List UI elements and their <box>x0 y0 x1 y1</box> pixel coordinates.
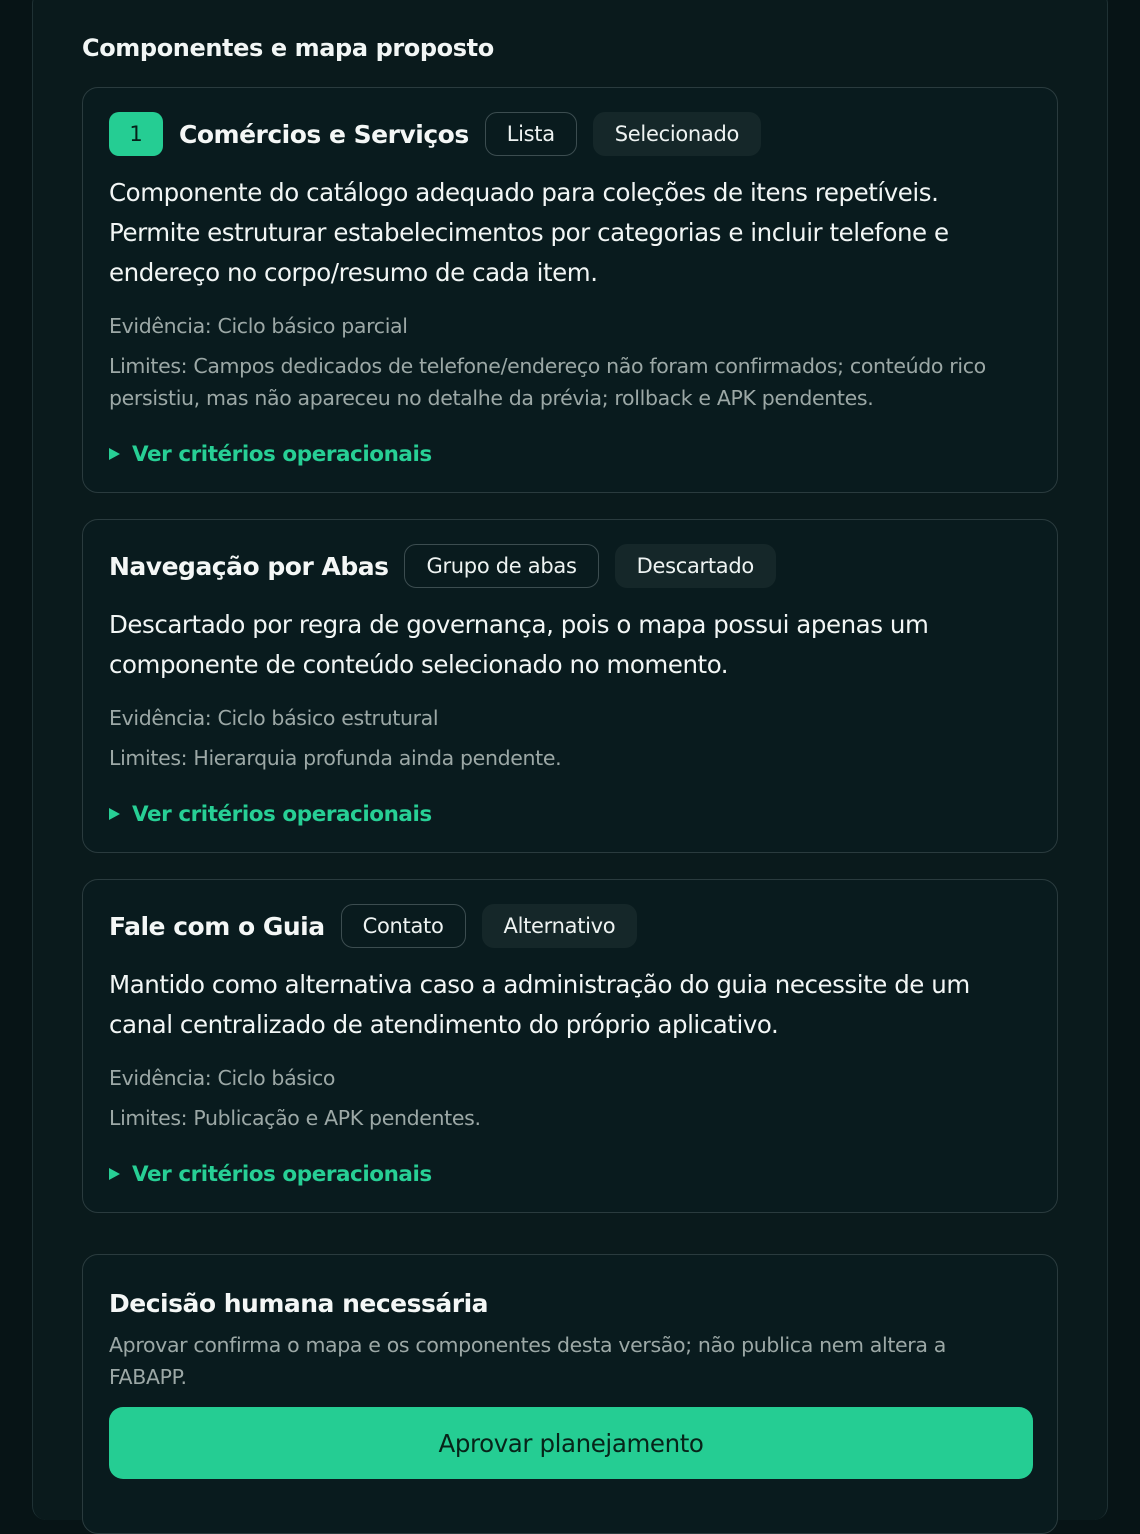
component-title: Fale com o Guia <box>109 911 325 941</box>
component-evidence: Evidência: Ciclo básico <box>109 1066 336 1090</box>
component-title: Comércios e Serviços <box>179 119 469 149</box>
decision-title: Decisão humana necessária <box>109 1289 489 1318</box>
criteria-toggle-label: Ver critérios operacionais <box>132 801 432 827</box>
section-title: Componentes e mapa proposto <box>82 34 494 62</box>
disclosure-triangle-icon <box>109 448 120 460</box>
criteria-toggle-label: Ver critérios operacionais <box>132 1161 432 1187</box>
component-status-chip: Selecionado <box>593 112 761 156</box>
card-header <box>109 544 776 588</box>
component-description: Mantido como alternativa caso a administração do guia necessite de um canal centralizado de atendimento do próprio aplicativo. <box>109 970 970 1039</box>
component-card-comercios <box>82 87 1058 493</box>
component-number-badge: 1 <box>109 112 163 156</box>
component-limits: Limites: Campos dedicados de telefone/endereço não foram confirmados; conteúdo rico persistiu, mas não apareceu no detalhe da prévia; rollback e APK pendentes. <box>109 354 986 410</box>
component-status-chip: Descartado <box>615 544 776 588</box>
decision-description: Aprovar confirma o mapa e os componentes desta versão; não publica nem altera a FABAPP. <box>109 1333 946 1389</box>
criteria-toggle-label: Ver critérios operacionais <box>132 441 432 467</box>
component-description: Descartado por regra de governança, pois o mapa possui apenas um componente de conteúdo selecionado no momento. <box>109 610 929 679</box>
component-type-chip: Contato <box>341 904 466 948</box>
card-header <box>109 904 637 948</box>
component-card-navegacao <box>82 519 1058 853</box>
disclosure-triangle-icon <box>109 808 120 820</box>
disclosure-triangle-icon <box>109 1168 120 1180</box>
component-type-chip: Lista <box>485 112 577 156</box>
component-limits: Limites: Hierarquia profunda ainda pendente. <box>109 746 562 770</box>
approve-planning-button[interactable]: Aprovar planejamento <box>109 1407 1033 1479</box>
criteria-toggle[interactable] <box>109 439 432 469</box>
component-type-chip: Grupo de abas <box>404 544 598 588</box>
component-status-chip: Alternativo <box>482 904 638 948</box>
component-description: Componente do catálogo adequado para coleções de itens repetíveis. Permite estruturar estabelecimentos por categorias e incluir telefone e endereço no corpo/resumo de cada item. <box>109 178 949 287</box>
component-evidence: Evidência: Ciclo básico estrutural <box>109 706 439 730</box>
criteria-toggle[interactable] <box>109 1159 432 1189</box>
component-title: Navegação por Abas <box>109 551 389 581</box>
decision-card <box>82 1254 1058 1534</box>
component-limits: Limites: Publicação e APK pendentes. <box>109 1106 481 1130</box>
component-card-fale-com-o-guia <box>82 879 1058 1213</box>
criteria-toggle[interactable] <box>109 799 432 829</box>
component-evidence: Evidência: Ciclo básico parcial <box>109 314 408 338</box>
card-header <box>109 112 761 156</box>
